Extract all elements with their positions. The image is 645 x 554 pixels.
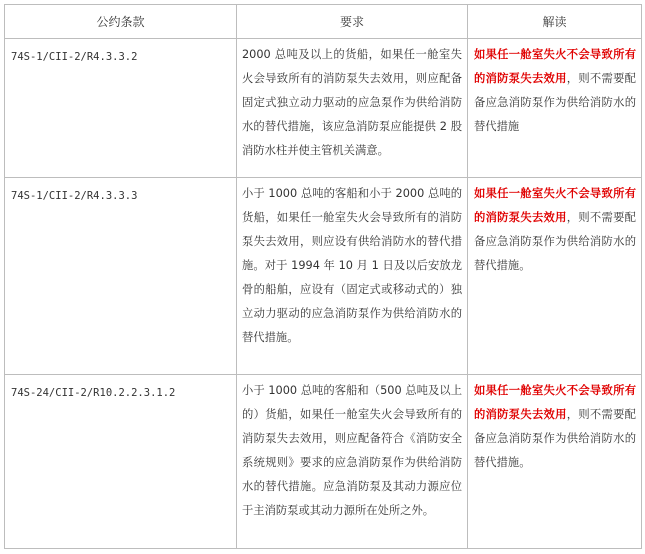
- table-row: [5, 39, 642, 178]
- clause-text: 74S-24/CII-2/R10.2.2.3.1.2: [11, 387, 176, 399]
- header-row: [5, 5, 642, 39]
- interpretation-text: [468, 39, 641, 139]
- requirement-cell: [237, 178, 468, 375]
- interpretation-highlight: 如果任一舱室失火不会导致所有的消防泵失去效用: [474, 384, 636, 421]
- interpretation-rest: ，则不需要配备应急消防泵作为供给消防水的替代措施。: [474, 408, 636, 469]
- requirement-cell: [237, 39, 468, 178]
- table-row: [5, 375, 642, 549]
- table-row: [5, 178, 642, 375]
- header-interpretation: 解读: [468, 5, 642, 39]
- clause-cell: [5, 178, 237, 375]
- interpretation-cell: [468, 375, 642, 549]
- interpretation-rest: ，则不需要配备应急消防泵作为供给消防水的替代措施: [474, 72, 636, 133]
- clause-text: 74S-1/CII-2/R4.3.3.3: [11, 190, 138, 202]
- interpretation-cell: [468, 39, 642, 178]
- requirement-text: 2000 总吨及以上的货船，如果任一舱室失火会导致所有的消防泵失去效用，则应配备固定式独立动力驱动的应急泵作为供给消防水的替代措施，该应急消防泵应能提供 2 股消防水柱并使主管机关满意。: [242, 48, 462, 157]
- clause-text: 74S-1/CII-2/R4.3.3.2: [11, 51, 138, 63]
- interpretation-text: [468, 375, 641, 475]
- clauses-table: [4, 4, 642, 549]
- interpretation-highlight: 如果任一舱室失火不会导致所有的消防泵失去效用: [474, 187, 636, 224]
- interpretation-text: [468, 178, 641, 278]
- clause-cell: [5, 39, 237, 178]
- requirement-text: 小于 1000 总吨的客船和（500 总吨及以上的）货船，如果任一舱室失火会导致所有的消防泵失去效用，则应配备符合《消防安全系统规则》要求的应急消防泵作为供给消防水的替代措施。应急消防泵及其动力源应位于主消防泵或其动力源所在处所之外。: [242, 384, 462, 517]
- header-requirement: 要求: [237, 5, 468, 39]
- interpretation-highlight: 如果任一舱室失火不会导致所有的消防泵失去效用: [474, 48, 636, 85]
- requirement-text: 小于 1000 总吨的客船和小于 2000 总吨的货船，如果任一舱室失火会导致所有的消防泵失去效用，则应设有供给消防水的替代措施。对于 1994 年 10 月 1 日及以后安放龙骨的船舶，应设有（固定式或移动式的）独立动力驱动的应急消防泵作为供给消防水的替代措施。: [242, 187, 462, 344]
- interpretation-rest: ，则不需要配备应急消防泵作为供给消防水的替代措施。: [474, 211, 636, 272]
- header-clause: 公约条款: [5, 5, 237, 39]
- clause-cell: [5, 375, 237, 549]
- interpretation-cell: [468, 178, 642, 375]
- requirement-cell: [237, 375, 468, 549]
